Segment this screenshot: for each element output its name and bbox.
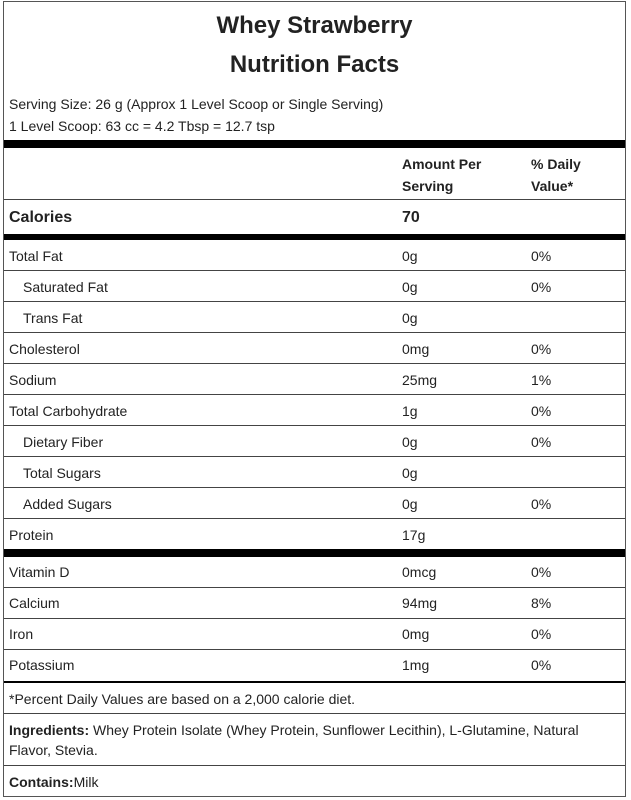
thick-divider: [4, 234, 625, 240]
calories-value: 70: [402, 209, 420, 226]
panel-title: Nutrition Facts: [229, 51, 400, 78]
amount-per-serving-header: Amount Per Serving: [402, 156, 482, 194]
row-divider: [4, 487, 625, 488]
nutrient-amount: 0g: [402, 434, 418, 450]
row-divider: [4, 618, 625, 619]
row-divider: [4, 270, 625, 271]
row-divider: [4, 587, 625, 588]
product-title: Whey Strawberry: [216, 12, 413, 39]
vitamin-amount: 94mg: [402, 595, 438, 611]
nutrient-daily-value: 0%: [531, 341, 552, 357]
vitamin-label: Vitamin D: [9, 564, 70, 580]
nutrient-amount: 0g: [402, 496, 418, 512]
footnote: *Percent Daily Values are based on a 2,000 calorie diet.: [9, 691, 356, 707]
calories-label: Calories: [9, 209, 73, 226]
serving-size: Serving Size: 26 g (Approx 1 Level Scoop or Single Serving): [9, 96, 384, 112]
nutrient-amount: 0g: [402, 279, 418, 295]
nutrient-label: Trans Fat: [23, 310, 83, 326]
nutrient-amount: 17g: [402, 527, 426, 543]
nutrient-amount: 0g: [402, 465, 418, 481]
nutrient-amount: 0g: [402, 248, 418, 264]
row-divider: [4, 301, 625, 302]
vitamin-label: Potassium: [9, 657, 75, 673]
nutrient-amount: 1g: [402, 403, 418, 419]
contains: [9, 772, 619, 792]
contains-label: Contains:: [9, 774, 74, 790]
vitamin-daily-value: 0%: [531, 564, 552, 580]
ingredients-label: Ingredients:: [9, 722, 90, 738]
nutrient-label: Sodium: [9, 372, 57, 388]
vitamin-daily-value: 8%: [531, 595, 552, 611]
nutrient-label: Dietary Fiber: [23, 434, 104, 450]
row-divider: [4, 332, 625, 333]
nutrient-daily-value: 0%: [531, 496, 552, 512]
nutrient-label: Added Sugars: [23, 496, 112, 512]
nutrient-label: Protein: [9, 527, 54, 543]
row-divider: [4, 363, 625, 364]
divider: [4, 765, 625, 766]
vitamin-amount: 1mg: [402, 657, 430, 673]
nutrient-label: Cholesterol: [9, 341, 80, 357]
contains-text: Milk: [73, 774, 99, 790]
nutrient-amount: 0g: [402, 310, 418, 326]
row-divider: [4, 456, 625, 457]
nutrient-daily-value: 0%: [531, 403, 552, 419]
row-divider: [4, 518, 625, 519]
thick-divider: [4, 549, 625, 557]
vitamin-daily-value: 0%: [531, 626, 552, 642]
nutrient-daily-value: 0%: [531, 248, 552, 264]
nutrient-daily-value: 0%: [531, 434, 552, 450]
nutrient-label: Total Sugars: [23, 465, 101, 481]
nutrient-label: Total Fat: [9, 248, 63, 264]
nutrient-label: Saturated Fat: [23, 279, 108, 295]
divider: [4, 199, 625, 200]
nutrient-label: Total Carbohydrate: [9, 403, 128, 419]
vitamin-label: Iron: [9, 626, 34, 642]
row-divider: [4, 394, 625, 395]
scoop-info: 1 Level Scoop: 63 cc = 4.2 Tbsp = 12.7 tsp: [9, 118, 275, 134]
row-divider: [4, 649, 625, 650]
vitamin-amount: 0mcg: [402, 564, 437, 580]
ingredients-text: Whey Protein Isolate (Whey Protein, Sunflower Lecithin), L-Glutamine, Natural Flavor, Stevia.: [9, 722, 579, 758]
ingredients: [9, 720, 619, 760]
nutrition-facts-panel: [3, 1, 626, 797]
thick-divider: [4, 140, 625, 148]
nutrient-amount: 25mg: [402, 372, 438, 388]
divider: [4, 681, 625, 683]
divider: [4, 713, 625, 714]
daily-value-header: % Daily Value*: [531, 156, 581, 194]
nutrient-daily-value: 1%: [531, 372, 552, 388]
nutrient-daily-value: 0%: [531, 279, 552, 295]
vitamin-daily-value: 0%: [531, 657, 552, 673]
row-divider: [4, 425, 625, 426]
nutrient-amount: 0mg: [402, 341, 430, 357]
vitamin-label: Calcium: [9, 595, 60, 611]
vitamin-amount: 0mg: [402, 626, 430, 642]
